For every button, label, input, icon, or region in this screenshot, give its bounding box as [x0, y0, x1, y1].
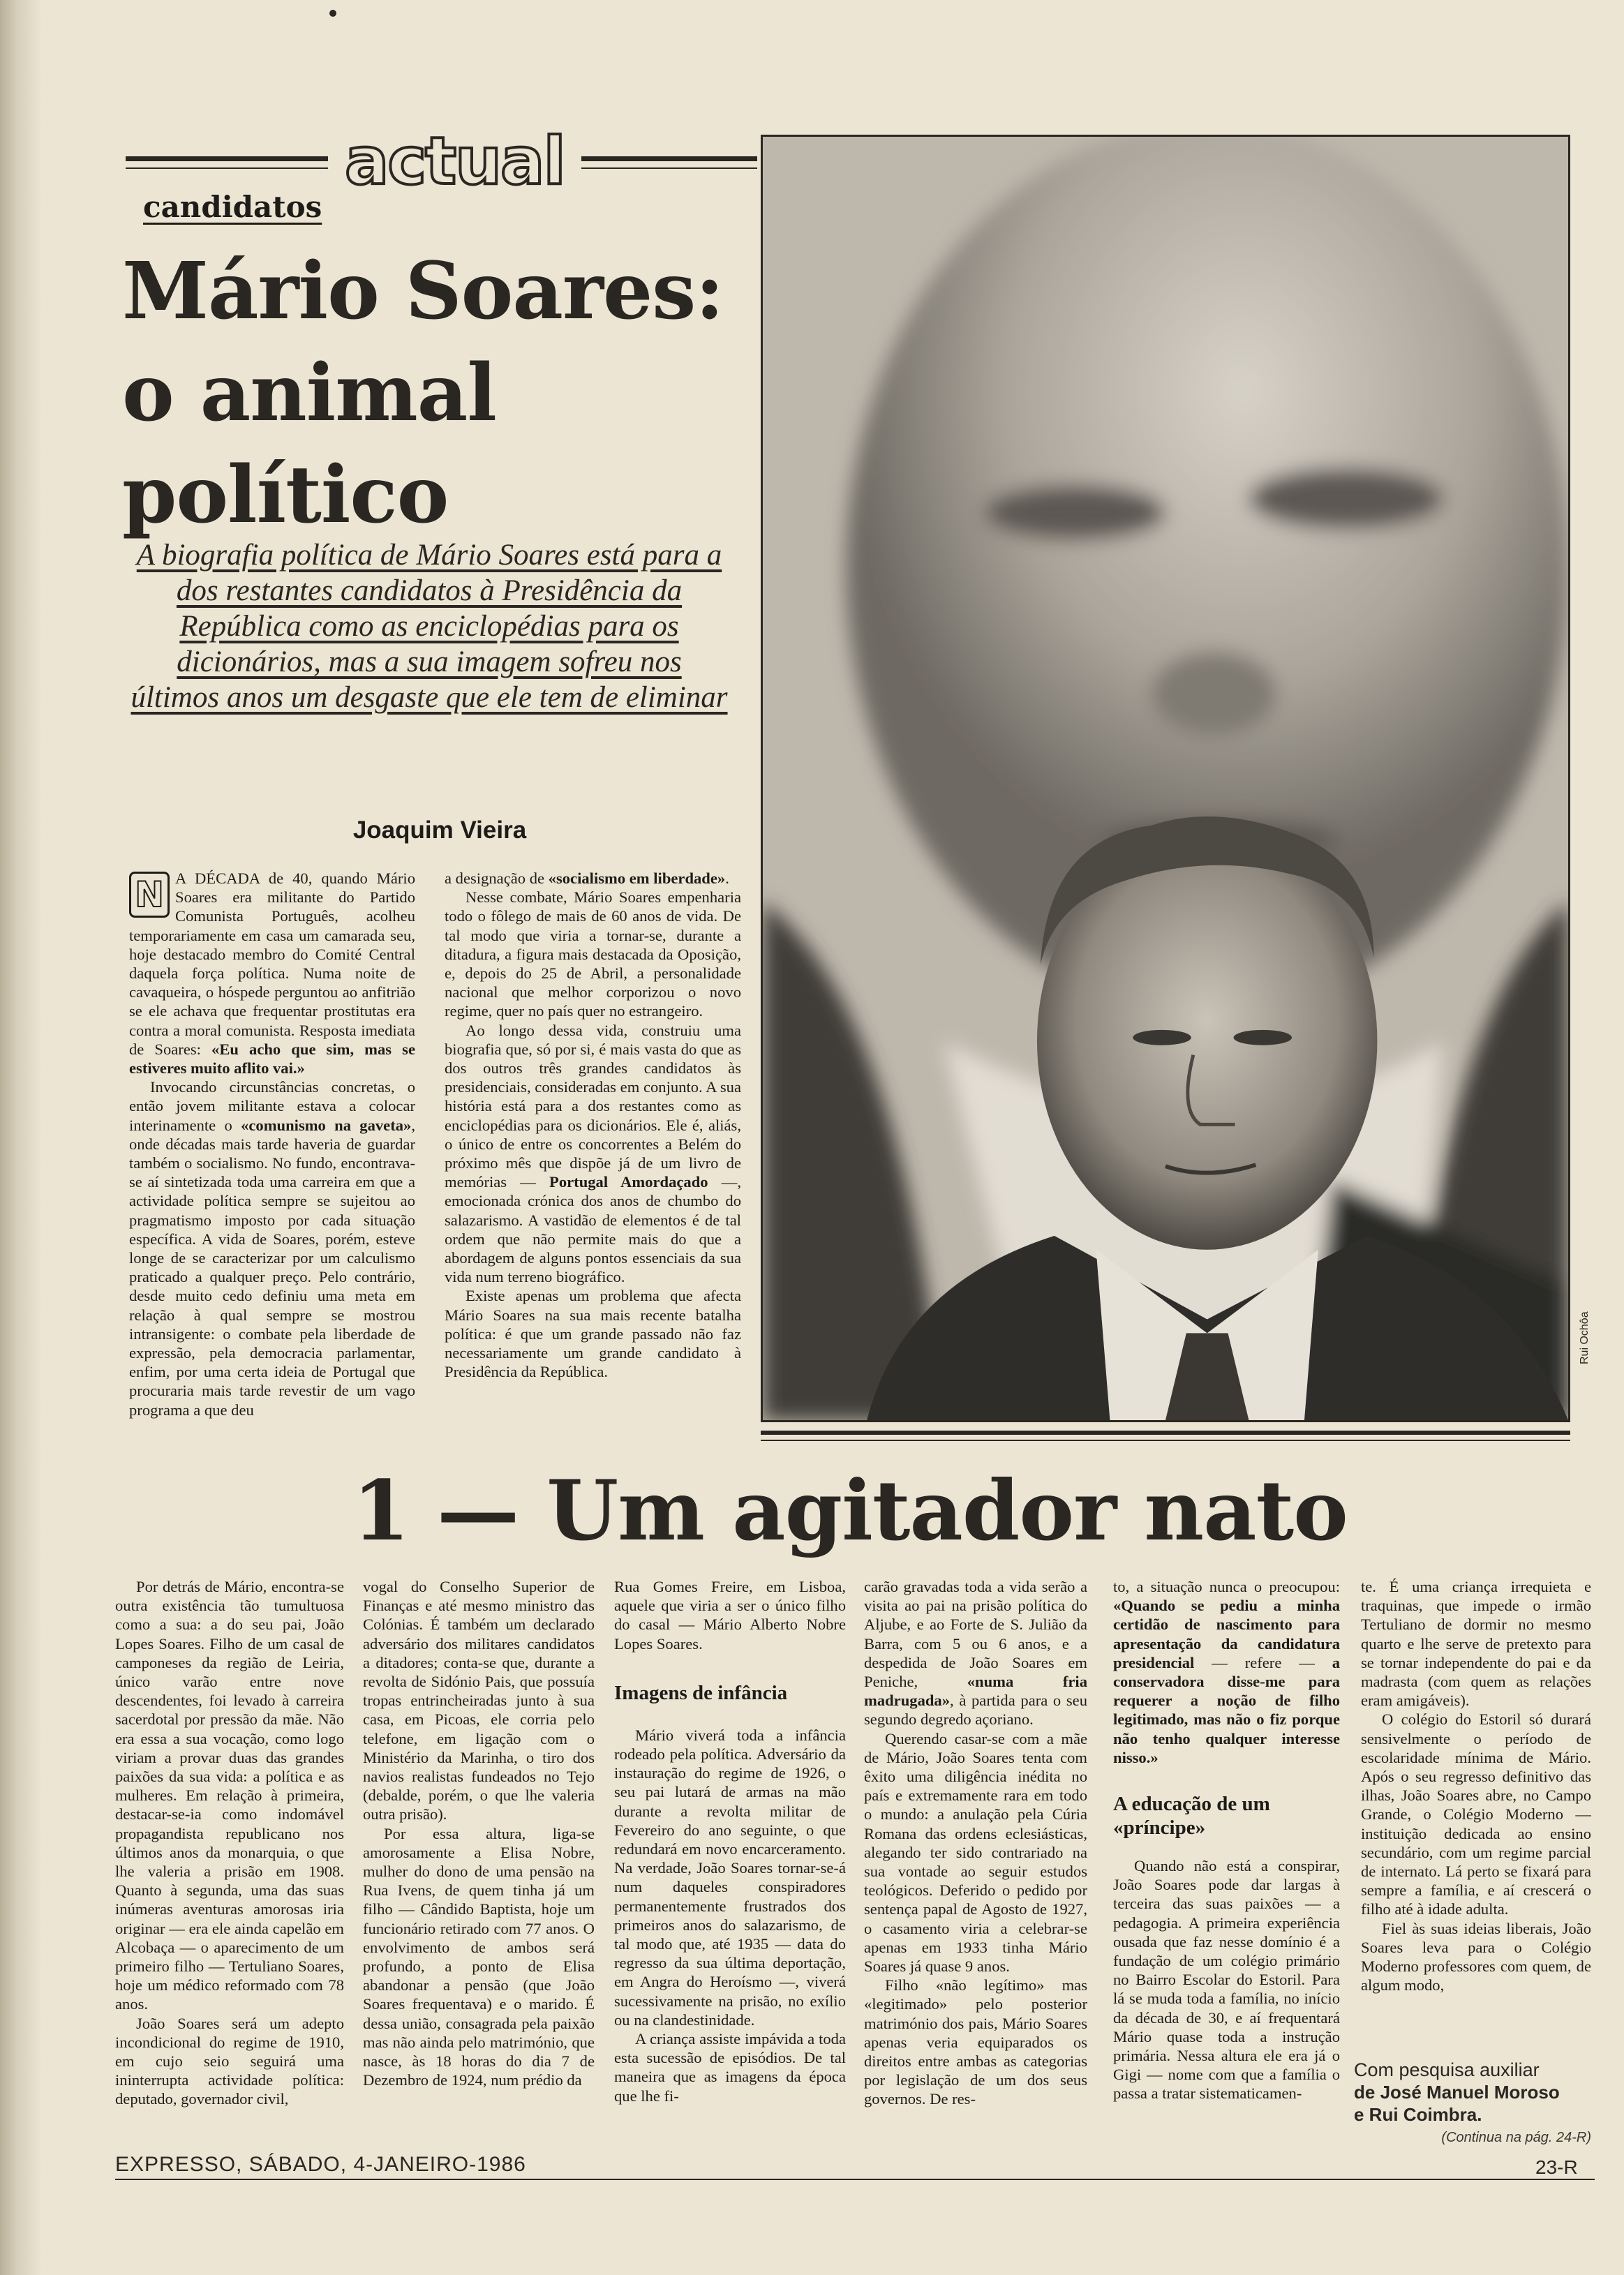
intro-paragraph: [445, 1021, 741, 1287]
body-paragraph: Querendo casar-se com a mãe de Mário, João Soares tenta com êxito uma diligência inédita no país e extremamente rara em todo o mundo: a anulação pela Cúria Romana das ordens eclesiásticas, alegando ter sido contrariado na sua vontade ao seguir estudos teológicos. Deferido o pedido por sentença papal de Agosto de 1927, o casamento viria a celebrar-se apenas em 1933 tinha Mário Soares já quase 9 anos.: [864, 1729, 1087, 1976]
text-run: — refere —: [1194, 1653, 1332, 1671]
body-paragraph: Quando não está a conspirar, João Soares pode dar largas à terceira das suas paixões — a pedagogia. A primeira experiência ousada que faz nesse domínio é a fundação de um colégio primário no Bairro Escolar do Estoril. Para lá se muda toda a família, no início da década de 30, e aí frequentará Mário quase toda a instrução primária. Nessa altura ele era já o Gigi — nome com que a família o passa a tratar sistematicamen-: [1113, 1857, 1340, 2103]
text-run: a designação de: [445, 870, 549, 887]
portrait-photo: [761, 135, 1570, 1422]
quote-run: a conservadora disse-me para requerer a noção de filho legitimado, mas não o fiz porque não tenho qualquer interesse nisso.»: [1113, 1653, 1340, 1766]
headline-line-3: político: [122, 449, 449, 541]
body-paragraph: A criança assiste impávida a toda esta sucessão de episódios. De tal maneira que as imagens da época que lhe fi-: [614, 2030, 846, 2105]
body-paragraph: Mário viverá toda a infância rodeado pela política. Adversário da instauração do regime de 1926, o seu pai lutará de armas na mão durante a revolta militar de Fevereiro do ano seguinte, o que redundará em novo encarceramento. Na verdade, João Soares tornar-se-á num daqueles conspiradores permanentemente frustrados dos primeiros anos do salazarismo, de tal modo que, até 1935 — data do regresso da sua última deportação, em Angra do Heroísmo —, viverá sucessivamente na prisão, no exílio ou na clandestinidade.: [614, 1726, 846, 2029]
text-run: Invocando circunstâncias concretas, o então jovem militante estava a colocar interinamente o: [129, 1078, 415, 1134]
subsection-heading: Imagens de infância: [614, 1681, 788, 1704]
headline-line-1: Mário Soares:: [122, 246, 724, 337]
footer-publication: EXPRESSO, SÁBADO, 4-JANEIRO-1986: [115, 2153, 526, 2176]
body-paragraph: Fiel às suas ideias liberais, João Soares leva para o Colégio Moderno professores com quem, de algum modo,: [1361, 1919, 1591, 1994]
intro-paragraph: Existe apenas um problema que afecta Mário Soares na sua mais recente batalha política: é que um grande passado não faz necessariamente um grande candidato à Presidência da República.: [445, 1287, 741, 1381]
intro-paragraph: [129, 1077, 415, 1419]
body-paragraph: [1113, 1577, 1340, 1767]
text-run: A DÉCADA de 40, quando Mário Soares era militante do Partido Comunista Português, acolheu temporariamente em casa um camarada seu, hoje destacado membro do Comité Central daquela força política. Numa noite de cavaqueira, o hóspede perguntou ao anfitrião se ele achava que frequentar prostitutas era contra a moral comunista. Resposta imediata de Soares:: [129, 870, 415, 1058]
footer-page-number: 23-R: [1535, 2156, 1578, 2178]
body-paragraph: te. É uma criança irrequieta e traquinas, que impede o irmão Tertuliano de dormir no mesmo quarto e lhe serve de pretexto para se tornar independente do pai e da madrasta (com quem as relações eram amigáveis).: [1361, 1578, 1591, 1710]
intro-paragraph: [445, 869, 741, 888]
intro-paragraph: [129, 869, 415, 1077]
credits-intro: Com pesquisa auxiliar: [1354, 2059, 1540, 2080]
quote-run: «Quando se pediu a minha certidão de nascimento para apresentação da candidatura presidencial: [1113, 1597, 1340, 1671]
text-run: , onde décadas mais tarde haveria de guardar também o socialismo. No fundo, encontrava-se aí sintetizada toda uma carreira em que a actividade política sempre se sujeitou ao pragmatismo imposto por cada situação específica. A vida de Soares, porém, esteve longe de se caracterizar por um calculismo praticado a qualquer preço. Pelo contrário, desde muito cedo definiu uma meta em relação à qual sempre se mostrou intransigente: o combate pela liberdade de expressão, pela democracia parlamentar, enfim, por uma certa ideia de Portugal que procuraria mais tarde revestir de um vago programa a que deu: [129, 1116, 415, 1419]
body-column-2: [363, 1577, 595, 2142]
credits-line-2: e Rui Coimbra.: [1354, 2104, 1482, 2125]
text-run: Ao longo dessa vida, construiu uma biografia que, só por si, é mais vasta do que as dos outros três grandes candidatos às presidenciais, consideradas em conjunto. A sua história está para a dos restantes como as enciclopédias para os dicionários. Ele é, aliás, o único de entre os concorrentes a Belém do próximo mês que dispõe já de um livro de memórias —: [445, 1021, 741, 1191]
body-column-3: [614, 1577, 846, 2142]
section-logo: actual: [328, 120, 581, 202]
portrait-photo-image: [763, 137, 1568, 1420]
byline: Joaquim Vieira: [352, 816, 527, 844]
body-paragraph: O colégio do Estoril só durará sensivelmente o período de escolaridade mínima de Mário. Após o seu regresso definitivo das ilhas, João Soares abre, no Campo Grande, o Colégio Moderno — instituição dedicada ao ensino secundário, com um regime parcial de internato. Lá perto se fixará para sempre a família, e aí crescerá o filho até à idade adulta.: [1361, 1710, 1591, 1918]
section-kicker: candidatos: [143, 190, 322, 224]
text-run: to, a situação nunca o preocupou:: [1113, 1578, 1340, 1595]
body-column-1: [115, 1577, 344, 2142]
body-column-4: [864, 1577, 1087, 2142]
text-run: carão gravadas toda a vida serão a visita ao pai na prisão política do Aljube, e ao Forte de S. Julião da Barra, com 5 ou 6 anos, e a despedida de João Soares em Peniche,: [864, 1578, 1087, 1691]
text-run: .: [725, 870, 729, 887]
text-run: —, emocionada crónica dos anos de chumbo do salazarismo. A vastidão de elementos é de tal ordem que não permite mais do que a abordagem de alguns pontos essenciais da sua vida num terreno biográfico.: [445, 1173, 741, 1286]
body-paragraph: João Soares será um adepto incondicional do regime de 1910, em cujo seio seguirá uma ininterrupta actividade política: deputado, governador civil,: [115, 2014, 344, 2108]
intro-column-1: [129, 869, 415, 1445]
body-paragraph: Por detrás de Mário, encontra-se outra existência tão tumultuosa como a sua: a do seu pai, João Lopes Soares. Filho de um casal de camponeses da região de Leiria, único varão entre nove descendentes, foi levado à carreira sacerdotal por pressão da mãe. Não era essa a sua vocação, como logo viriam a provar duas das grandes paixões da sua vida: a política e as mulheres. Em relação à primeira, destacar-se-ia como indomável propagandista republicano nos últimos anos da monarquia, o que lhe valeria a prisão em 1908. Quanto à segunda, uma das suas inúmeras aventuras amorosas iria originar — era ele ainda capelão em Alcobaça — o aparecimento de um primeiro filho — Tertuliano Soares, hoje um médico reformado com 78 anos.: [115, 1578, 344, 2013]
footer-rule: [115, 2179, 1595, 2180]
headline-line-2: o animal: [122, 348, 496, 439]
body-paragraph: Filho «não legítimo» mas «legitimado» pelo posterior matrimónio dos pais, Mário Soares apenas veria equiparados os direitos entre ambas as categorias por legislação de um dos seus governos. De res-: [864, 1976, 1087, 2108]
page-gutter-shadow: [0, 0, 42, 2275]
body-paragraph: [864, 1577, 1087, 1729]
book-title: Portugal Amordaçado: [549, 1173, 708, 1191]
body-paragraph: vogal do Conselho Superior de Finanças e até mesmo ministro das Colónias. É também um declarado adversário dos militares candidatos a ditadores; conta-se que, durante a revolta de Sidónio Pais, que possuía tropas entrincheiradas junto à sua casa, em Picoas, ele corria pelo telefone, em ligação com o Ministério da Marinha, o tiro dos navios realistas fundeados no Tejo (debalde, porém, o que lhe valeria outra prisão).: [363, 1578, 595, 1823]
quote-run: «Eu acho que sim, mas se estiveres muito aflito vai.»: [129, 1040, 415, 1077]
body-paragraph: Por essa altura, liga-se amorosamente a Elisa Nobre, mulher do dono de uma pensão na Rua Ivens, de quem tinha já um filho — Cândido Baptista, hoje um funcionário retirado com 77 anos. O envolvimento de ambos será profundo, a ponto de Elisa abandonar a pensão (que João Soares frequentava) e o marido. É dessa união, consagrada pela paixão mas não ainda pelo matrimónio, que nasce, às 18 horas do dia 7 de Dezembro de 1924, num prédio da: [363, 1824, 595, 2089]
continued-note: (Continua na pág. 24-R): [1441, 2130, 1591, 2145]
credits-line-1: de José Manuel Moroso: [1354, 2082, 1560, 2103]
section-title: 1 — Um agitador nato: [352, 1462, 1348, 1559]
headline: [122, 241, 771, 546]
body-column-5: [1113, 1577, 1340, 2142]
research-credits: [1354, 2059, 1591, 2126]
quote-run: «comunismo na gaveta»: [241, 1116, 412, 1134]
drop-cap: N: [129, 872, 170, 918]
quote-run: «numa fria madrugada»: [864, 1673, 1087, 1710]
print-mark: [329, 10, 336, 17]
quote-run: «socialismo em liberdade»: [548, 870, 726, 887]
intro-paragraph: Nesse combate, Mário Soares empenharia todo o fôlego de mais de 60 anos de vida. De tal modo que viria a tornar-se, durante a ditadura, a figura mais destacada da Oposição, e, depois do 25 de Abril, a personalidade nacional que melhor corporizou o novo regime, quer no país quer no estrangeiro.: [445, 888, 741, 1020]
body-column-6: [1361, 1577, 1591, 2045]
photo-credit: Rui Ochôa: [1579, 1311, 1591, 1364]
body-paragraph: Rua Gomes Freire, em Lisboa, aquele que viria a ser o único filho do casal — Mário Alberto Nobre Lopes Soares.: [614, 1578, 846, 1653]
text-run: , à partida para o seu segundo degredo açoriano.: [864, 1692, 1087, 1729]
subsection-heading: A educação de um «príncipe»: [1113, 1793, 1270, 1840]
photo-rule: [761, 1431, 1570, 1435]
subheadline: A biografia política de Mário Soares está para a dos restantes candidatos à Presidência da República como as enciclopédias para os dicionários, mas a sua imagem sofreu nos últimos anos um desgaste que ele tem de eliminar: [131, 539, 728, 714]
intro-column-2: [445, 869, 741, 1445]
photo-rule-thin: [761, 1440, 1570, 1441]
